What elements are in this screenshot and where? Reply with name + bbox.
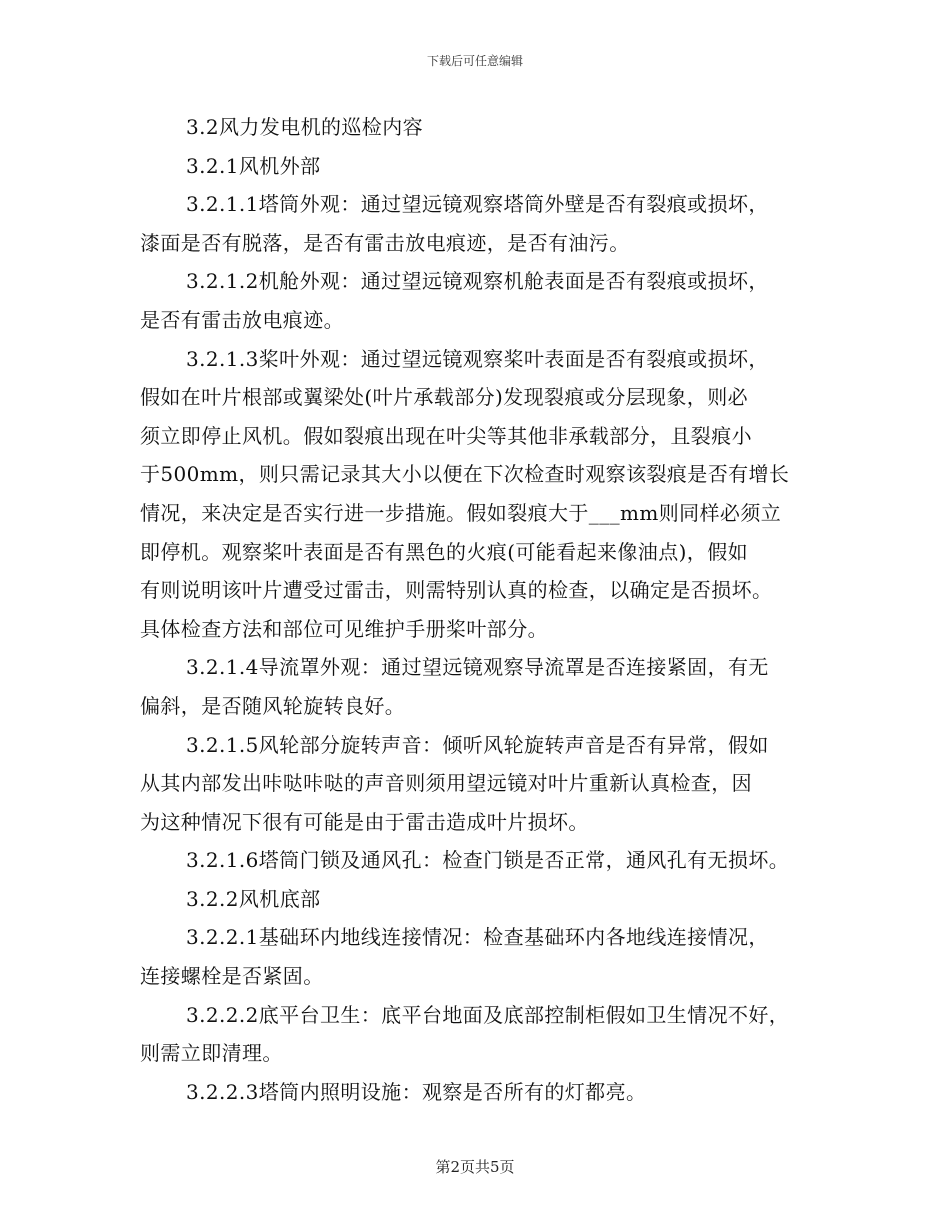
paragraph-line: 是否有雷击放电痕迹。	[140, 307, 344, 332]
paragraph-line: 有则说明该叶片遭受过雷击，则需特别认真的检查，以确定是否损坏。	[140, 578, 773, 603]
paragraph-line: 漆面是否有脱落，是否有雷击放电痕迹，是否有油污。	[140, 230, 630, 255]
subsection-heading: 3.2.2风机底部	[186, 886, 321, 911]
paragraph-line: 则需立即清理。	[140, 1041, 283, 1066]
paragraph-line: 3.2.2.1基础环内地线连接情况：检查基础环内各地线连接情况，	[186, 925, 769, 950]
paragraph-line: 3.2.1.6塔筒门锁及通风孔：检查门锁是否正常，通风孔有无损坏。	[186, 848, 790, 873]
paragraph-line: 3.2.2.2底平台卫生：底平台地面及底部控制柜假如卫生情况不好，	[186, 1002, 790, 1027]
paragraph-line: 情况，来决定是否实行进一步措施。假如裂痕大于___mm则同样必须立	[140, 500, 782, 525]
paragraph-line: 具体检查方法和部位可见维护手册桨叶部分。	[140, 616, 548, 641]
section-heading: 3.2风力发电机的巡检内容	[186, 115, 424, 139]
paragraph-line: 3.2.1.3桨叶外观：通过望远镜观察桨叶表面是否有裂痕或损坏，	[186, 346, 769, 371]
paragraph-line: 3.2.1.1塔筒外观：通过望远镜观察塔筒外壁是否有裂痕或损坏，	[186, 192, 769, 217]
paragraph-line: 即停机。观察桨叶表面是否有黑色的火痕(可能看起来像油点)，假如	[140, 539, 749, 564]
paragraph-line: 于500mm，则只需记录其大小以便在下次检查时观察该裂痕是否有增长	[140, 462, 790, 487]
document-body	[140, 108, 840, 1111]
paragraph-line: 3.2.1.4导流罩外观：通过望远镜观察导流罩是否连接紧固，有无	[186, 655, 769, 680]
paragraph-line: 3.2.1.2机舱外观：通过望远镜观察机舱表面是否有裂痕或损坏，	[186, 269, 769, 294]
page-footer: 第2页共5页	[435, 1158, 515, 1176]
paragraph-line: 3.2.2.3塔筒内照明设施：观察是否所有的灯都亮。	[186, 1079, 647, 1104]
paragraph-line: 假如在叶片根部或翼梁处(叶片承载部分)发现裂痕或分层现象，则必	[140, 385, 749, 410]
page-header: 下载后可任意编辑	[426, 54, 523, 68]
paragraph-line: 为这种情况下很有可能是由于雷击造成叶片损坏。	[140, 809, 589, 834]
paragraph-line: 连接螺栓是否紧固。	[140, 964, 324, 989]
paragraph-line: 须立即停止风机。假如裂痕出现在叶尖等其他非承载部分，且裂痕小	[140, 423, 752, 448]
paragraph-line: 偏斜，是否随风轮旋转良好。	[140, 693, 406, 718]
paragraph-line: 从其内部发出咔哒咔哒的声音则须用望远镜对叶片重新认真检查，因	[140, 771, 752, 796]
subsection-heading: 3.2.1风机外部	[186, 153, 321, 178]
paragraph-line: 3.2.1.5风轮部分旋转声音：倾听风轮旋转声音是否有异常，假如	[186, 732, 769, 757]
